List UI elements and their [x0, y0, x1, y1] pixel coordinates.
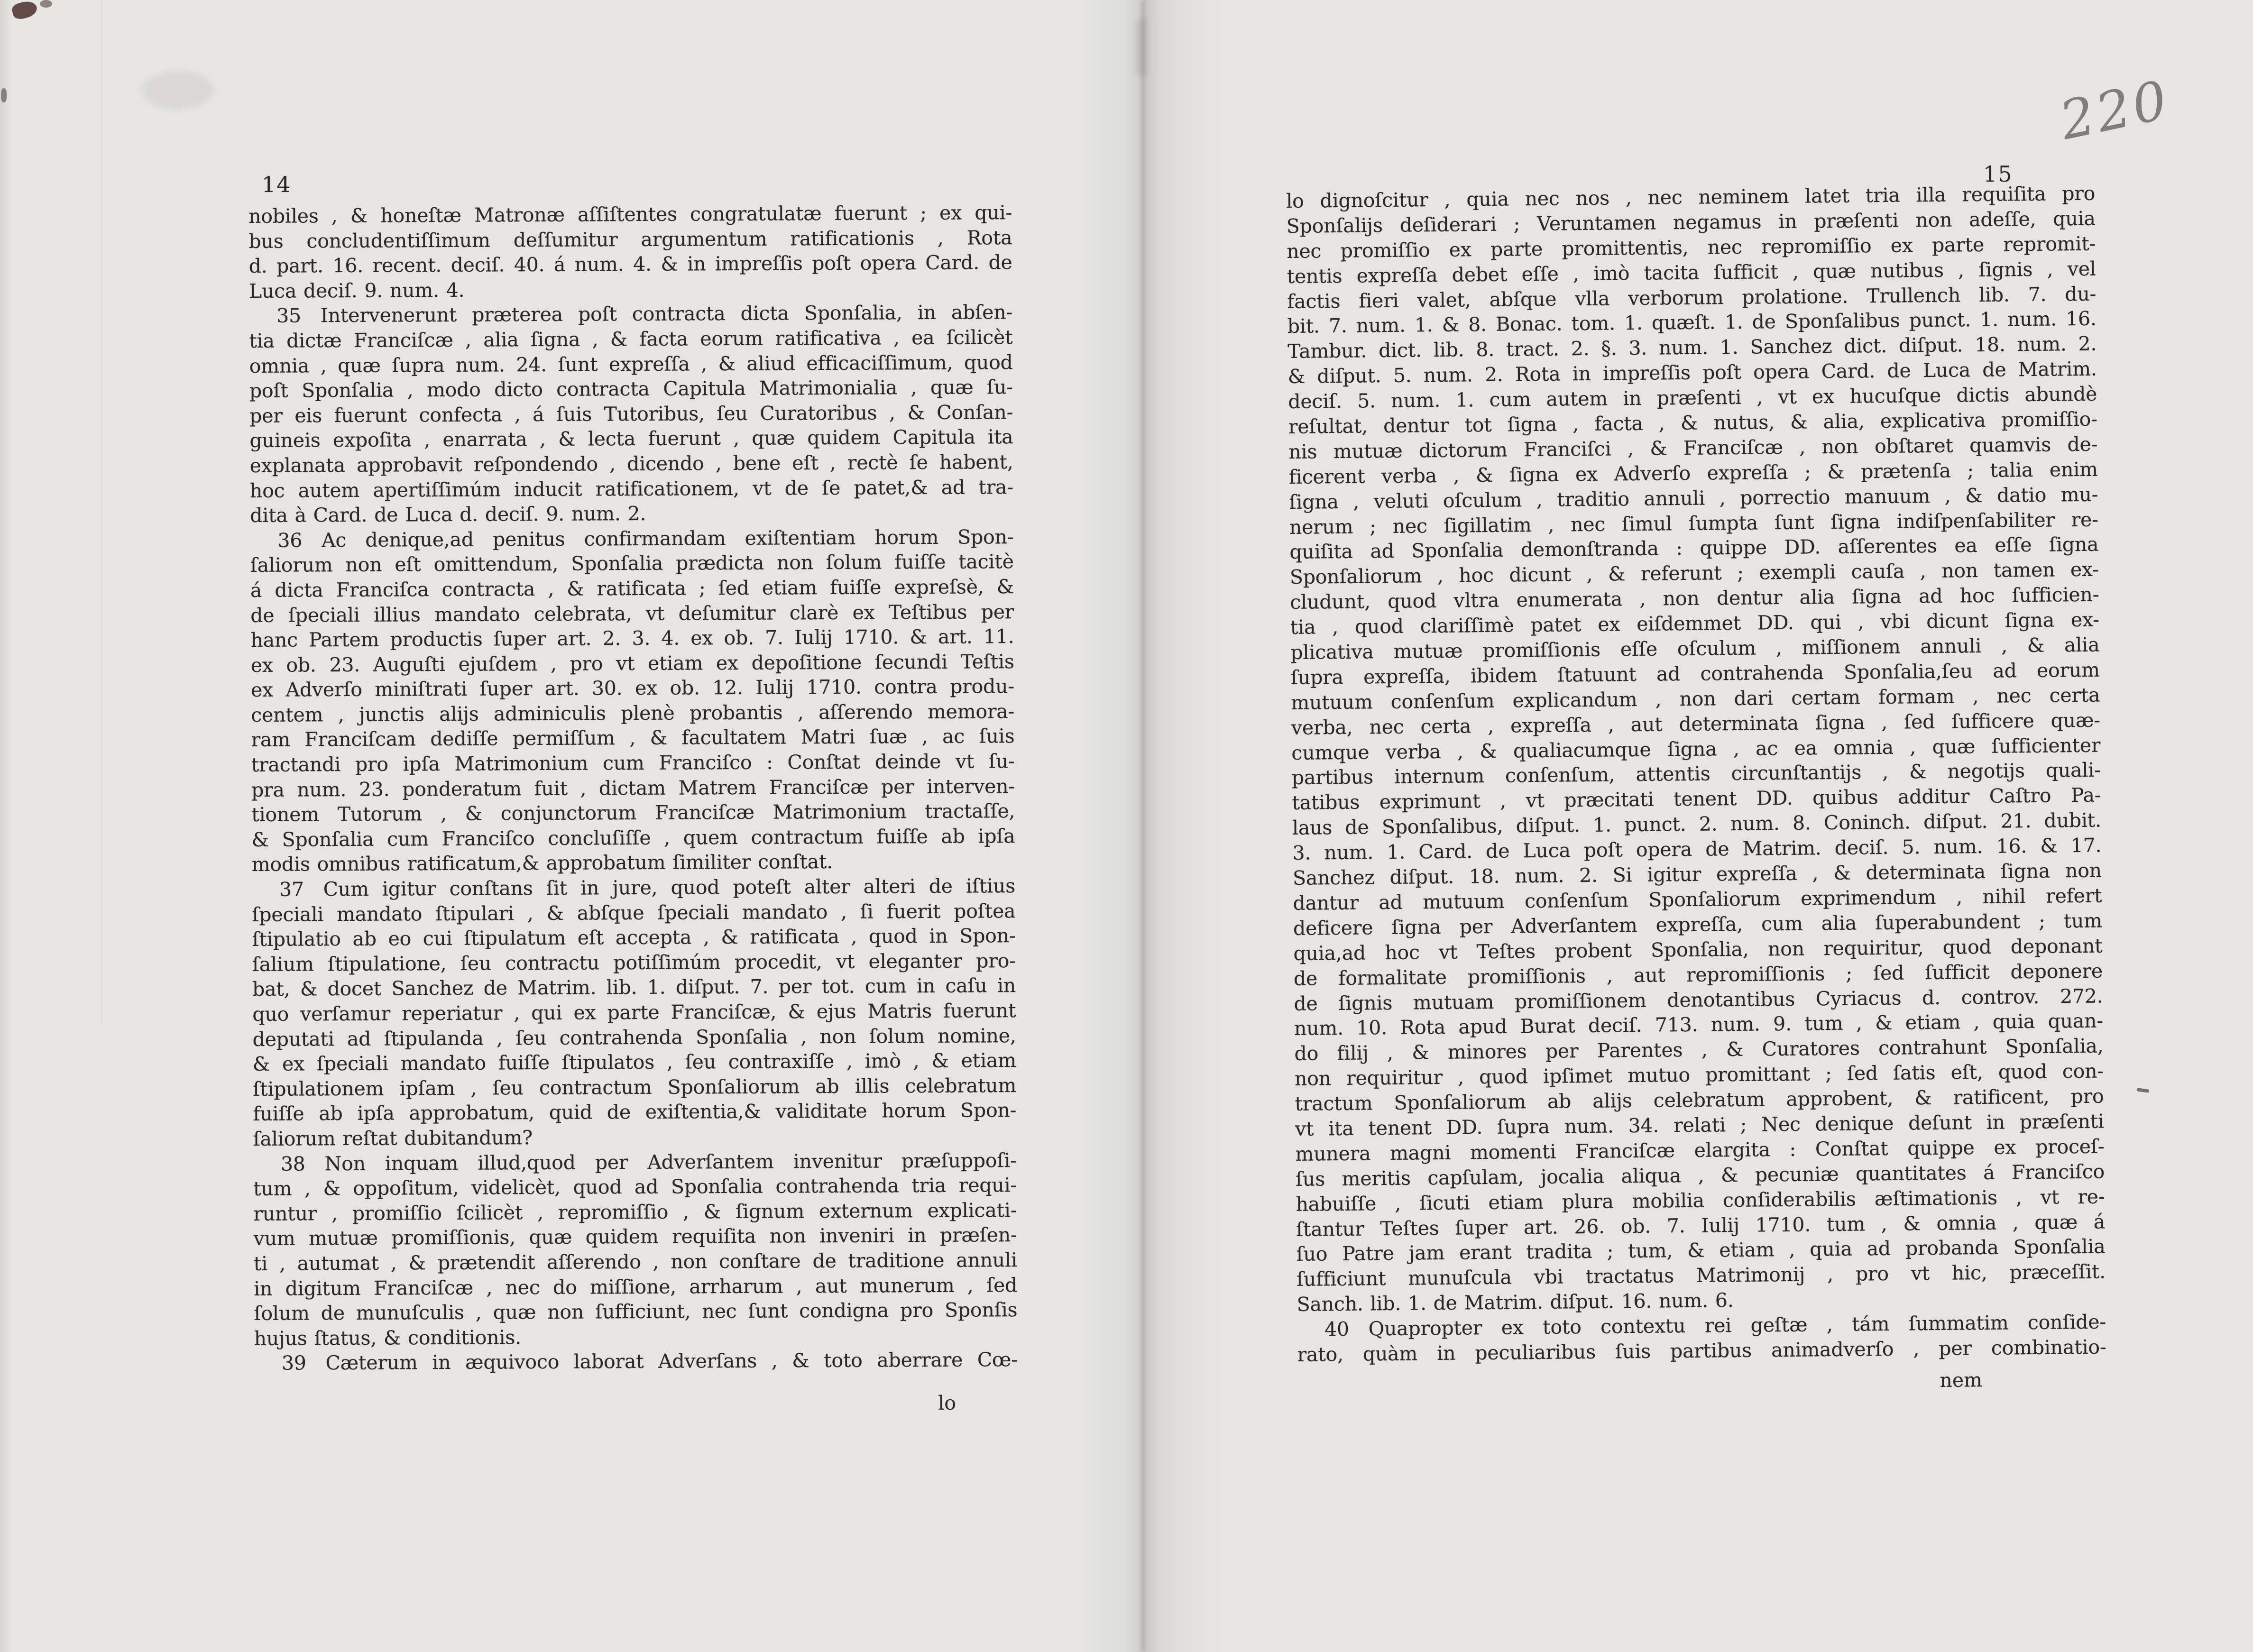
text-line: fuiſſe ab ipſa approbatum, quid de exiſtentia,& validitate horum Spon- — [253, 1099, 1017, 1126]
page-edge-line — [101, 0, 102, 1024]
text-line: laus de Sponſalibus, diſput. 1. punct. 2. num. 8. Coninch. diſput. 21. dubit. — [1292, 808, 2102, 840]
text-line: Sponſaliorum , hoc dicunt , & referunt ; exempli cauſa , non tamen ex- — [1289, 558, 2099, 589]
text-line: modis omnibus ratificatum,& approbatum ſimiliter conſtat. — [251, 850, 833, 876]
text-line: tatibus exprimunt , vt præcitati tenent DD. quibus additur Caſtro Pa- — [1292, 783, 2101, 815]
text-line: bit. 7. num. 1. & 8. Bonac. tom. 1. quæſt. 1. de Sponſalibus punct. 1. num. 16. — [1287, 307, 2097, 338]
text-line: partibus internum conſenſum, attentis circunſtantijs , & negotijs quali- — [1291, 759, 2101, 789]
text-line: cludunt, quod vltra enumerata , non dentur alia ſigna ad hoc ſufficien- — [1290, 583, 2099, 614]
text-line: nobiles , & honeſtæ Matronæ aſſiſtentes congratulatæ fuerunt ; ex qui- — [248, 201, 1012, 228]
text-line: lo dignoſcitur , quia nec nos , nec neminem latet tria illa requiſita pro — [1286, 182, 2096, 212]
text-line: hujus ſtatus, & conditionis. — [254, 1325, 522, 1350]
text-line: 35 Intervenerunt præterea poſt contracta dicta Sponſalia, in abſen- — [276, 301, 1013, 328]
left-page-catchword: lo — [938, 1391, 956, 1414]
text-line: tractum Sponſaliorum ab alijs celebratum approbent, & ratificent, pro — [1295, 1084, 2104, 1115]
left-page-number: 14 — [262, 172, 292, 197]
text-line: nec promiſſio ex parte promittentis, nec repromiſſio ex parte repromit- — [1287, 232, 2096, 263]
gutter-shadow — [1081, 0, 1223, 1652]
text-line: per eis fuerunt confecta , á ſuis Tutoribus, ſeu Curatoribus , & Conſan- — [249, 400, 1013, 427]
text-line: habuiſſe , ſicuti etiam plura mobilia conſiderabilis æſtimationis , vt re- — [1296, 1185, 2105, 1216]
pencil-smudge — [142, 71, 213, 109]
text-line: 37 Cum igitur conſtans ſit in jure, quod poteſt alter alteri de iſtius — [279, 874, 1016, 901]
text-line: 38 Non inquam illud,quod per Adverſantem invenitur præſuppoſi- — [280, 1148, 1017, 1175]
text-line: munera magni momenti Franciſcæ elargita : Conſtat quippe ex proceſ- — [1295, 1135, 2105, 1166]
text-line: ſufficiunt munuſcula vbi tractatus Matrimonij , pro vt hic, præceſſit. — [1296, 1260, 2106, 1291]
text-line: ſpeciali mandato ſtipulari , & abſque ſpeciali mandato , ſi fuerit poſtea — [252, 899, 1016, 926]
text-line: Tambur. dict. lib. 8. tract. 2. §. 3. num. 1. Sanchez dict. diſput. 18. num. 2. — [1287, 332, 2097, 363]
text-line: Sanch. lib. 1. de Matrim. diſput. 16. num. 6. — [1297, 1289, 1734, 1316]
binding-crease — [1141, 0, 1145, 1652]
text-line: tentis expreſſa debet eſſe , imò tacita ſufficit , quæ nutibus , ſignis , vel — [1287, 257, 2096, 288]
text-line: runtur , promiſſio ſcilicèt , repromiſſio , & ſignum externum explicati- — [253, 1198, 1017, 1225]
handwritten-folio-number: 220 — [2055, 69, 2175, 152]
text-line: ficerent verba , & ſigna ex Adverſo expreſſa ; & prætenſa ; talia enim — [1288, 458, 2098, 488]
text-line: in digitum Franciſcæ , nec do miſſione, arrharum , aut munerum , ſed — [254, 1273, 1018, 1300]
text-line: ſaliorum non eſt omittendum, Sponſalia prædicta non ſolum fuiſſe tacitè — [250, 550, 1014, 577]
text-line: cumque verba , & qualiacumque ſigna , ac ea omnia , quæ ſufficienter — [1291, 734, 2101, 764]
text-line: quo verſamur reperiatur , qui ex parte Franciſcæ, & ejus Matris fuerunt — [252, 999, 1016, 1026]
text-line: deciſ. 5. num. 1. cum autem in præſenti , vt ex hucuſque dictis abundè — [1288, 382, 2097, 413]
text-line: deputati ad ſtipulanda , ſeu contrahenda Sponſalia , non ſolum nomine, — [252, 1024, 1016, 1051]
text-line: ram Franciſcam dediſſe permiſſum , & facultatem Matri ſuæ , ac ſuis — [251, 725, 1015, 752]
left-edge-mark — [1, 88, 7, 102]
text-line: ex ob. 23. Auguſti ejuſdem , pro vt etiam ex depoſitione ſecundi Teſtis — [250, 650, 1014, 677]
text-line: mutuum conſenſum explicandum , non dari certam formam , nec certa — [1291, 683, 2100, 714]
text-line: 40 Quapropter ex toto contextu rei geſtæ , tám ſummatim conſide- — [1324, 1310, 2106, 1341]
text-line: ſalium ſtipulatione, ſeu contractu potiſſimúm procedit, vt eleganter pro- — [252, 949, 1016, 976]
text-line: de formalitate promiſſionis , aut repromiſſionis ; ſed ſufficit deponere — [1293, 959, 2103, 990]
text-line: & Sponſalia cum Franciſco concluſiſſe , quem contractum fuiſſe ab ipſa — [251, 824, 1015, 851]
text-line: omnia , quæ ſupra num. 24. ſunt expreſſa , & aliud efficaciſſimum, quod — [249, 350, 1013, 377]
text-line: explanata approbavit reſpondendo , dicendo , bene eſt , rectè ſe habent, — [249, 450, 1013, 477]
right-page-catchword: nem — [1940, 1368, 1983, 1392]
text-line: Sponſalijs deſiderari ; Veruntamen negamus in præſenti non adeſſe, quia — [1286, 207, 2096, 238]
text-line: 36 Ac denique,ad penitus confirmandam exiſtentiam horum Spon- — [277, 525, 1014, 552]
right-page-text — [1286, 181, 2106, 1367]
right-page-number: 15 — [1983, 161, 2013, 187]
text-line: ſus meritis capſulam, jocalia aliqua , & pecuniæ quantitates á Franciſco — [1295, 1160, 2105, 1191]
left-page-text — [248, 200, 1018, 1376]
text-line: quia,ad hoc vt Teſtes probent Sponſalia, non requiritur, quod deponant — [1293, 934, 2103, 965]
text-line: do filij , & minores per Parentes , & Curatores contrahunt Sponſalia, — [1294, 1034, 2104, 1065]
text-line: bat, & docet Sanchez de Matrim. lib. 1. diſput. 7. per tot. cum in caſu in — [252, 974, 1016, 1001]
text-line: ſaliorum reſtat dubitandum? — [253, 1126, 533, 1150]
text-line: 3. num. 1. Card. de Luca poſt opera de Matrim. deciſ. 5. num. 16. & 17. — [1292, 834, 2102, 865]
text-line: dita à Card. de Luca d. deciſ. 9. num. 2. — [250, 502, 646, 527]
text-line: ſupra expreſſa, ibidem ſtatuunt ad contrahenda Sponſalia,ſeu ad eorum — [1290, 658, 2100, 689]
text-line: hoc autem apertiſſimúm inducit ratificationem, vt de ſe patet,& ad tra- — [249, 475, 1014, 502]
text-line: Sanchez diſput. 18. num. 2. Si igitur expreſſa , & determinata ſigna non — [1292, 859, 2102, 890]
text-line: bus concludentiſſimum deſſumitur argumentum ratificationis , Rota — [248, 226, 1012, 253]
text-line: poſt Sponſalia , modo dicto contracta Capitula Matrimonialia , quæ ſu- — [249, 376, 1013, 403]
gutter-speck — [1135, 19, 1148, 76]
text-line: factis fieri valet, abſque vlla verborum prolatione. Trullench lib. 7. du- — [1287, 282, 2097, 313]
text-line: vt ita tenent DD. ſupra num. 34. relati ; Nec denique deſunt in præſenti — [1295, 1110, 2105, 1140]
text-line: reſultat, dentur tot ſigna , facta , & nutus, & alia, explicativa promiſſio- — [1288, 407, 2097, 438]
text-line: plicativa mutuæ promiſſionis eſſe oſculum , miſſionem annuli , & alia — [1290, 633, 2100, 664]
text-line: ti , autumat , & prætendit aſſerendo , non conſtare de traditione annuli — [253, 1248, 1018, 1275]
text-line: guineis expoſita , enarrata , & lecta fuerunt , quæ quidem Capitula ita — [249, 425, 1013, 452]
text-line: deficere ſigna per Adverſantem expreſſa, cum alia ſuperabundent ; tum — [1293, 909, 2103, 940]
text-line: tractandi pro ipſa Matrimonium cum Franciſco : Conſtat deinde vt ſu- — [251, 750, 1015, 777]
text-line: centem , junctis alijs adminiculis plenè probantis , aſſerendo memora- — [251, 699, 1015, 726]
text-line: hanc Partem productis ſuper art. 2. 3. 4. ex ob. 7. Iulij 1710. & art. 11. — [250, 625, 1014, 652]
text-line: num. 10. Rota apud Burat deciſ. 713. num. 9. tum , & etiam , quia quan- — [1294, 1009, 2104, 1040]
text-line: & diſput. 5. num. 2. Rota in impreſſis poſt opera Card. de Luca de Matrim. — [1287, 357, 2097, 388]
corner-ink-mark — [10, 0, 38, 21]
text-line: de ſignis mutuam promiſſionem denotantibus Cyriacus d. controv. 272. — [1294, 984, 2103, 1015]
text-line: á dicta Franciſca contracta , & ratificata ; ſed etiam fuiſſe expreſsè, & — [250, 575, 1014, 602]
corner-ink-mark-small — [40, 0, 52, 8]
text-line: pra num. 23. ponderatum fuit , dictam Matrem Franciſcæ per interven- — [251, 774, 1015, 801]
text-line: tum , & oppoſitum, videlicèt, quod ad Sponſalia contrahenda tria requi- — [253, 1174, 1017, 1201]
text-line: ſtipulatio ab eo cui ſtipulatum eſt accepta , & ratificata , quod in Spon- — [252, 924, 1016, 951]
text-line: ſolum de munuſculis , quæ non ſufficiunt, nec ſunt condigna pro Sponſis — [254, 1298, 1018, 1325]
text-line: tionem Tutorum , & conjunctorum Franciſcæ Matrimonium tractaſſe, — [251, 799, 1015, 826]
text-line: non requiritur , quod ipſimet mutuo promittant ; ſed ſatis eſt, quod con- — [1294, 1059, 2104, 1091]
text-line: rato, quàm in peculiaribus ſuis partibus animadverſo , per combinatio- — [1297, 1335, 2106, 1366]
text-line: quiſita ad Sponſalia demonſtranda : quippe DD. aſſerentes ea eſſe ſigna — [1289, 533, 2099, 564]
text-line: Luca deciſ. 9. num. 4. — [248, 278, 465, 303]
text-line: tia , quod clariſſimè patet ex eiſdemmet DD. qui , vbi dicunt ſigna ex- — [1290, 608, 2100, 639]
text-line: verba, nec certa , expreſſa , aut determinata ſigna , ſed ſufficere quæ- — [1291, 708, 2101, 739]
text-line: d. part. 16. recent. deciſ. 40. á num. 4. & in impreſſis poſt opera Card. de — [248, 251, 1012, 278]
text-line: de ſpeciali illius mandato celebrata, vt deſumitur clarè ex Teſtibus per — [250, 600, 1014, 627]
text-line: ſtantur Teſtes ſuper art. 26. ob. 7. Iulij 1710. tum , & omnia , quæ á — [1296, 1210, 2106, 1241]
text-line: dantur ad mutuum conſenſum Sponſaliorum exprimendum , nihil refert — [1293, 884, 2102, 915]
text-line: nerum ; nec ſigillatim , nec ſimul ſumpta ſunt ſigna indiſpenſabiliter re- — [1289, 508, 2099, 539]
text-line: ſigna , veluti oſculum , traditio annuli , porrectio manuum , & datio mu- — [1289, 483, 2098, 514]
text-line: 39 Cæterum in æquivoco laborat Adverſans , & toto aberrare Cœ- — [281, 1348, 1018, 1375]
scan-left-edge-shadow — [0, 0, 12, 1652]
text-line: ſtipulationem ipſam , ſeu contractum Sponſaliorum ab illis celebratum — [253, 1074, 1017, 1101]
text-line: ſuo Patre jam erant tradita ; tum, & etiam , quia ad probanda Sponſalia — [1296, 1235, 2106, 1266]
margin-dash-mark — [2137, 1088, 2150, 1093]
text-line: tia dictæ Franciſcæ , alia ſigna , & facta eorum ratificativa , ea ſcilicèt — [249, 326, 1013, 352]
text-line: vum mutuæ promiſſionis, quæ quidem requiſita non inveniri in præſen- — [253, 1223, 1017, 1250]
text-line: & ex ſpeciali mandato fuiſſe ſtipulatos , ſeu contraxiſſe , imò , & etiam — [252, 1049, 1016, 1076]
text-line: nis mutuæ dictorum Franciſci , & Franciſcæ , non obſtaret quamvis de- — [1288, 432, 2098, 463]
text-line: ex Adverſo miniſtrati ſuper art. 30. ex ob. 12. Iulij 1710. contra produ- — [250, 675, 1015, 702]
